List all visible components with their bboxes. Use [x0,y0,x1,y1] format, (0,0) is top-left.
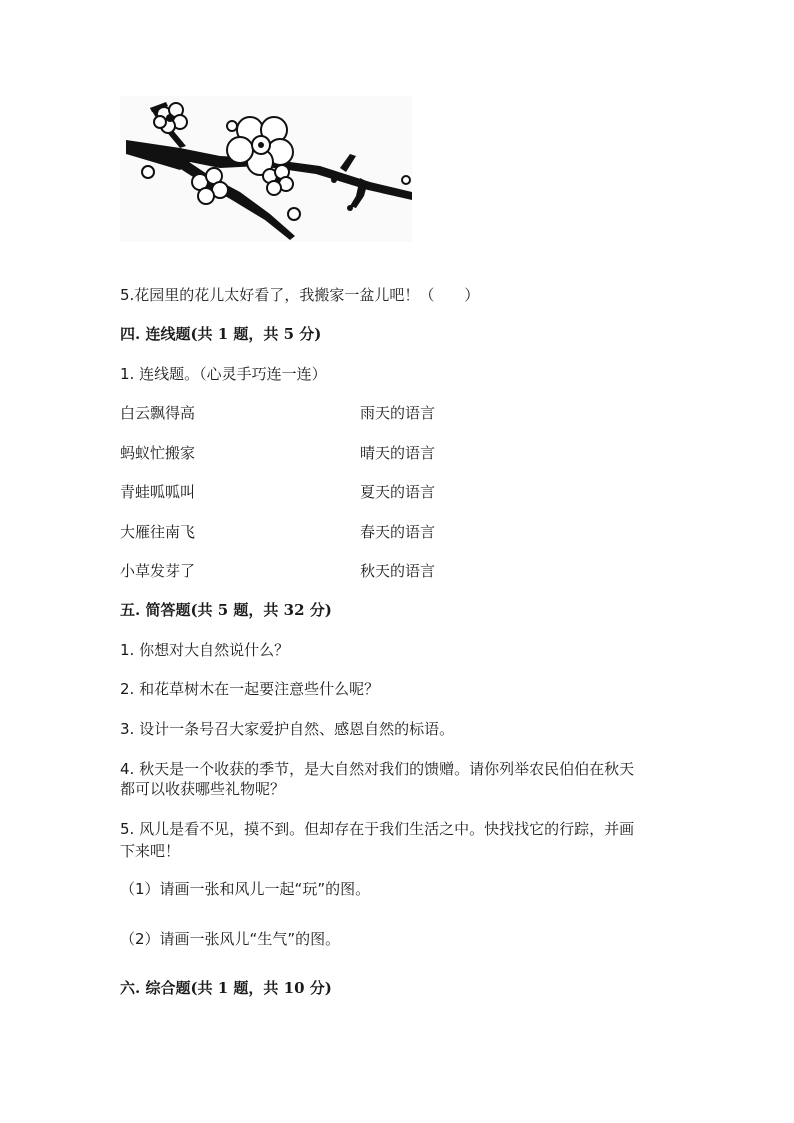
short-answer-question-3: 3. 设计一条号召大家爱护自然、感恩自然的标语。 [120,720,455,738]
short-answer-question-5-line-2: 下来吧！ [120,842,181,860]
section-6-title: 六. 综合题(共 1 题，共 10 分) [120,979,332,997]
section-5-title: 五. 简答题(共 5 题，共 32 分) [120,601,332,619]
section-4-title: 四. 连线题(共 1 题，共 5 分) [120,325,322,343]
short-answer-question-5-sub-1: （1）请画一张和风儿一起“玩”的图。 [120,880,371,898]
matching-right-item[interactable]: 春天的语言 [360,523,436,541]
matching-left-item[interactable]: 大雁往南飞 [120,523,196,541]
short-answer-question-4-line-1: 4. 秋天是一个收获的季节，是大自然对我们的馈赠。请你列举农民伯伯在秋天 [120,760,635,778]
short-answer-question-2: 2. 和花草树木在一起要注意些什么呢？ [120,680,380,698]
matching-right-item[interactable]: 秋天的语言 [360,562,436,580]
matching-right-item[interactable]: 雨天的语言 [360,404,436,422]
matching-right-item[interactable]: 晴天的语言 [360,444,436,462]
short-answer-question-5-line-1: 5. 风儿是看不见，摸不到。但却存在于我们生活之中。快找找它的行踪，并画 [120,820,635,838]
matching-right-item[interactable]: 夏天的语言 [360,483,436,501]
matching-left-item[interactable]: 青蛙呱呱叫 [120,483,196,501]
matching-question-1: 1. 连线题。（心灵手巧连一连） [120,365,327,383]
matching-left-item[interactable]: 蚂蚁忙搬家 [120,444,196,462]
matching-left-item[interactable]: 白云飘得高 [120,404,196,422]
short-answer-question-1: 1. 你想对大自然说什么？ [120,641,290,659]
judgement-question-5: 5.花园里的花儿太好看了，我搬家一盆儿吧！（ ） [120,286,480,304]
short-answer-question-4-line-2: 都可以收获哪些礼物呢？ [120,780,286,798]
matching-left-item[interactable]: 小草发芽了 [120,562,196,580]
short-answer-question-5-sub-2: （2）请画一张风儿“生气”的图。 [120,930,341,948]
plum-blossom-branch-illustration [120,96,412,242]
